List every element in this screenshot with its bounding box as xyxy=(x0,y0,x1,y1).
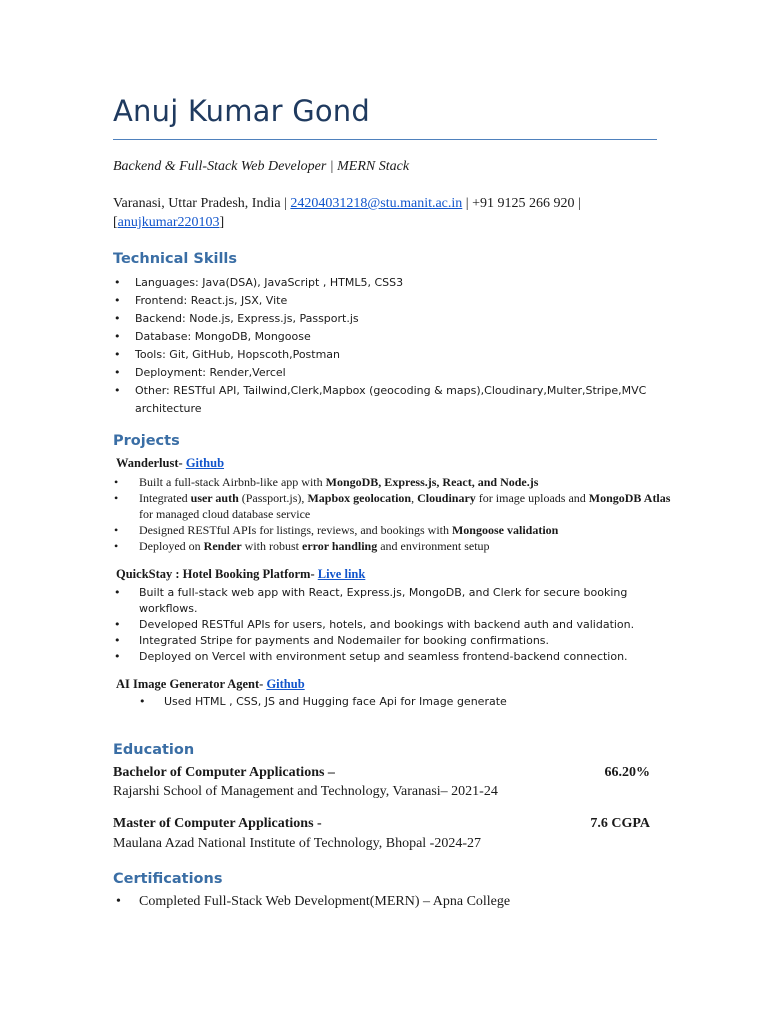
list-item: • Deployed on Render with robust error handling and environment setup xyxy=(114,539,490,553)
bullet-icon: • xyxy=(114,384,121,397)
education-row-bca xyxy=(113,765,658,781)
certifications-heading: Certifications xyxy=(113,871,223,887)
bullet-icon: • xyxy=(114,586,121,599)
list-item: • Frontend: React.js, JSX, Vite xyxy=(113,292,663,310)
projects-heading: Projects xyxy=(113,433,180,449)
project-title-ai-image: AI Image Generator Agent- Github xyxy=(116,677,305,691)
bullet-icon: • xyxy=(114,276,121,289)
contact-line xyxy=(113,194,658,232)
list-item: • Completed Full-Stack Web Development(MERN) – Apna College xyxy=(116,894,511,909)
bullet-icon: • xyxy=(114,330,121,343)
quickstay-bullets xyxy=(113,585,673,665)
skills-heading: Technical Skills xyxy=(113,251,238,267)
bracket-open: [ xyxy=(113,215,118,230)
ai-image-bullets xyxy=(138,694,698,710)
bullet-icon: • xyxy=(114,475,119,489)
bullet-icon: • xyxy=(114,348,121,361)
project-title-quickstay: QuickStay : Hotel Booking Platform- Live link xyxy=(116,567,366,581)
degree-title: Bachelor of Computer Applications – xyxy=(113,765,335,780)
github-profile-link[interactable]: anujkumar220103 xyxy=(117,215,220,230)
bullet-icon: • xyxy=(114,523,119,537)
bullet-icon: • xyxy=(139,695,146,708)
bullet-icon: • xyxy=(114,539,119,553)
candidate-name: Anuj Kumar Gond xyxy=(113,94,370,128)
education-row-mca xyxy=(113,816,658,832)
phone-text: | +91 9125 266 920 | xyxy=(462,196,581,211)
list-item: • Used HTML , CSS, JS and Hugging face Api for Image generate xyxy=(139,695,507,708)
bullet-icon: • xyxy=(114,650,121,663)
degree-title: Master of Computer Applications - xyxy=(113,816,322,831)
list-item: • Other: RESTful API, Tailwind,Clerk,Mapbox (geocoding & maps),Cloudinary,Multer,Stripe,MVC architecture xyxy=(114,384,647,415)
list-item: • Backend: Node.js, Express.js, Passport.js xyxy=(113,310,663,328)
wanderlust-github-link[interactable]: Github xyxy=(185,456,225,470)
list-item: • Deployment: Render,Vercel xyxy=(113,364,663,382)
quickstay-live-link[interactable]: Live link xyxy=(317,567,366,581)
bullet-icon: • xyxy=(114,366,121,379)
institution-text: Maulana Azad National Institute of Technology, Bhopal -2024-27 xyxy=(113,836,481,851)
certifications-list xyxy=(113,894,510,910)
bullet-icon: • xyxy=(114,294,121,307)
bullet-icon: • xyxy=(114,634,121,647)
list-item: • Built a full-stack Airbnb-like app with MongoDB, Express.js, React, and Node.js xyxy=(114,475,539,489)
list-item: • Integrated Stripe for payments and Nodemailer for booking confirmations. xyxy=(114,634,550,647)
bullet-icon: • xyxy=(116,894,121,909)
education-heading: Education xyxy=(113,742,195,758)
header-divider xyxy=(113,139,657,140)
institution-text: Rajarshi School of Management and Technology, Varanasi– 2021-24 xyxy=(113,784,498,799)
wanderlust-bullets xyxy=(113,474,673,554)
list-item: • Integrated user auth (Passport.js), Mapbox geolocation, Cloudinary for image uploads and MongoDB Atlas for managed cloud database service xyxy=(114,491,671,521)
list-item: • Designed RESTful APIs for listings, reviews, and bookings with Mongoose validation xyxy=(114,523,559,537)
list-item: • Tools: Git, GitHub, Hopscoth,Postman xyxy=(113,346,663,364)
skills-list xyxy=(113,274,663,418)
list-item: • Developed RESTful APIs for users, hotels, and bookings with backend auth and validation. xyxy=(114,618,635,631)
email-link[interactable]: 24204031218@stu.manit.ac.in xyxy=(290,196,463,211)
list-item: • Built a full-stack web app with React, Express.js, MongoDB, and Clerk for secure booking workflows. xyxy=(114,586,628,615)
bracket-close: ] xyxy=(219,215,225,230)
bullet-icon: • xyxy=(114,312,121,325)
bullet-icon: • xyxy=(114,618,121,631)
list-item: • Languages: Java(DSA), JavaScript , HTML5, CSS3 xyxy=(113,274,663,292)
ai-image-github-link[interactable]: Github xyxy=(266,677,305,691)
bullet-icon: • xyxy=(114,491,119,505)
tagline: Backend & Full-Stack Web Developer | MERN Stack xyxy=(113,159,410,174)
project-title-wanderlust: Wanderlust- Github xyxy=(116,456,225,470)
degree-score: 66.20% xyxy=(604,765,650,780)
location-text: Varanasi, Uttar Pradesh, India | xyxy=(113,196,291,211)
list-item: • Database: MongoDB, Mongoose xyxy=(113,328,663,346)
degree-score: 7.6 CGPA xyxy=(590,816,650,831)
list-item: • Deployed on Vercel with environment setup and seamless frontend-backend connection. xyxy=(114,650,628,663)
